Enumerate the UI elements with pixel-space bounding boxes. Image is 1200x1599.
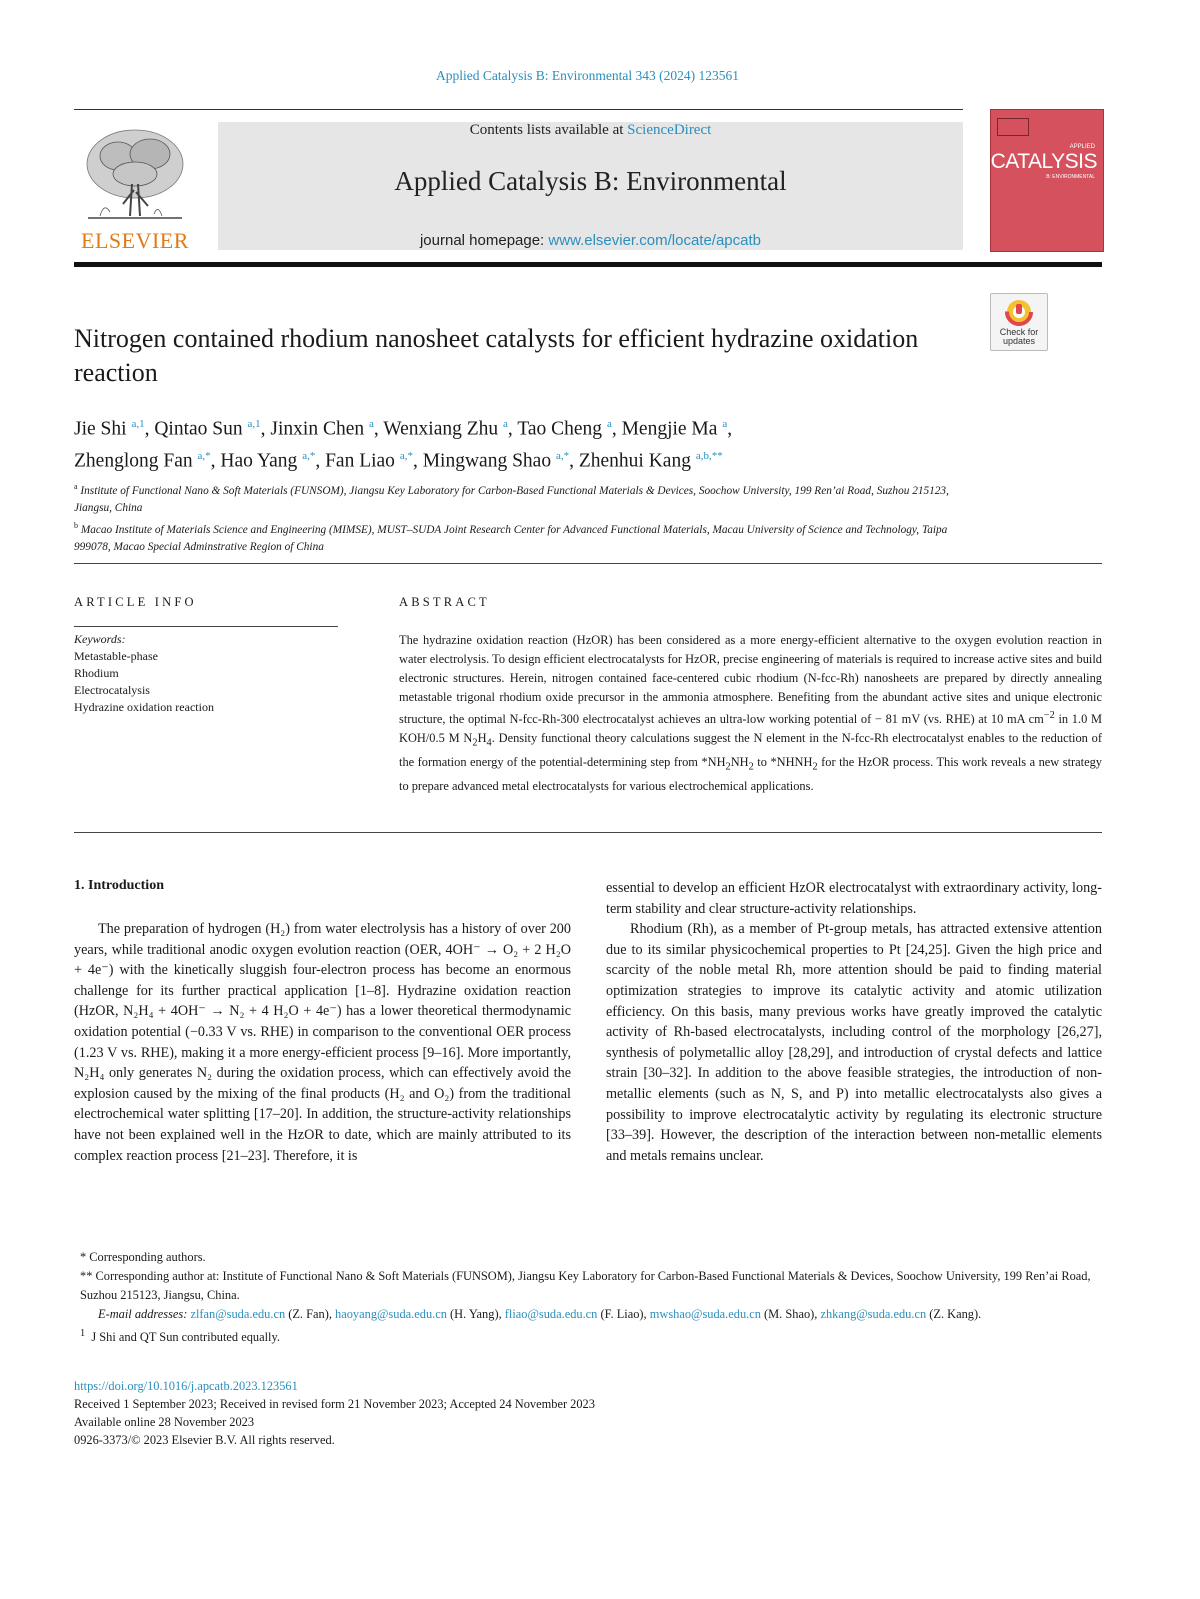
affiliations — [74, 478, 964, 556]
author-name[interactable]: Zhenglong Fan — [74, 450, 198, 471]
cover-title-text: CATALYSIS — [990, 150, 1097, 173]
author-affiliation-mark[interactable]: a — [722, 418, 728, 430]
abstract-exponent: −2 — [1043, 709, 1055, 721]
author-name[interactable]: Mingwang Shao — [422, 450, 556, 471]
homepage-line — [218, 232, 963, 249]
contents-prefix: Contents lists available at — [469, 122, 628, 138]
abstract-part: NH — [730, 755, 749, 770]
abstract-part: to *NHNH — [753, 755, 813, 770]
journal-name[interactable]: Applied Catalysis B: Environmental — [394, 166, 787, 196]
email-link[interactable]: zhkang@suda.edu.cn — [820, 1307, 927, 1321]
footnote-corresponding: * Corresponding authors. — [80, 1250, 206, 1264]
affiliation-item — [74, 478, 964, 517]
author-name[interactable]: Fan Liao — [325, 450, 400, 471]
author-affiliation-mark[interactable]: a — [368, 418, 374, 430]
article-title: Nitrogen contained rhodium nanosheet catalysts for efficient hydrazine oxidation reaction — [74, 324, 919, 387]
author-name[interactable]: Mengjie Ma — [621, 418, 723, 440]
author-affiliation-mark[interactable]: a,b,** — [695, 449, 723, 462]
author-name[interactable]: Hao Yang — [220, 450, 303, 471]
intro-paragraph-1: The preparation of hydrogen (H₂) from water electrolysis has a history of over 200 years, while traditional anodic oxygen evolution reaction (OER, 4OH⁻ → O₂ + 2 H₂O + 4e⁻) with the kinetically sluggish four-electron process has become an enormous challenge for its further practical application [1–8]. Hydrazine oxidation reaction (HzOR, N₂H₄ + 4OH⁻ → N₂ + 4 H₂O + 4e⁻) has a lower theoretical thermodynamic oxidation potential (−0.33 V vs. RHE) in comparison to the conventional OER process (1.23 V vs. RHE), making it a more energy-efficient process [9–16]. More importantly, N₂H₄ only generates N₂ during the oxidation process, which can effectively avoid the explosion caused by the mixing of the final products (H₂ and O₂) from the traditional electrochemical water splitting [17–20]. In addition, the structure-activity relationships have not been explained well in the HzOR to date, which are mainly attributed to its complex reaction process [21–23]. Therefore, it is — [74, 921, 571, 1164]
doi-link[interactable]: https://doi.org/10.1016/j.apcatb.2023.123561 — [74, 1379, 298, 1393]
keyword-item: Metastable-phase — [74, 649, 158, 663]
elsevier-tree-icon — [78, 124, 192, 224]
author-affiliation-mark[interactable]: a,* — [302, 449, 316, 462]
footnote-mark: 1 — [80, 1328, 86, 1339]
author-name[interactable]: Zhenhui Kang — [578, 450, 696, 471]
affiliation-text: Institute of Functional Nano & Soft Materials (FUNSOM), Jiangsu Key Laboratory for Carbon-Based Functional Materials & Devices, Soochow University, 199 Ren’ai Road, Suzhou 215123, Jiangsu, China — [74, 484, 949, 514]
homepage-prefix: journal homepage: — [419, 232, 549, 249]
journal-banner — [218, 122, 963, 250]
affiliation-text: Macao Institute of Materials Science and Engineering (MIMSE), MUST–SUDA Joint Research Center for Advanced Functional Materials, Macau University of Science and Technology, Taipa 999078, Macao Special Adminstrative Region of China — [74, 523, 948, 553]
elsevier-wordmark: ELSEVIER — [81, 228, 189, 253]
article-info-heading: ARTICLE INFO — [74, 595, 197, 609]
intro-paragraph-1-continued: essential to develop an efficient HzOR electrocatalyst with extraordinary activity, long-term stability and clear structure-activity relationships. — [606, 880, 1102, 917]
author-name[interactable]: Jie Shi — [74, 418, 132, 440]
section-heading-introduction: 1. Introduction — [74, 878, 164, 893]
email-owner: (M. Shao), — [760, 1307, 821, 1321]
footnote-corresponding-2: ** Corresponding author at: Institute of Functional Nano & Soft Materials (FUNSOM), Jiangsu Key Laboratory for Carbon-Based Functional Materials & Devices, Soochow University, 199 Ren’ai Road, Suzhou 215123, Jiangsu, China. — [80, 1269, 1091, 1302]
header-divider — [74, 109, 963, 110]
email-link[interactable]: mwshao@suda.edu.cn — [649, 1307, 761, 1321]
author-name[interactable]: Tao Cheng — [517, 418, 607, 440]
email-link[interactable]: zlfan@suda.edu.cn — [190, 1307, 286, 1321]
abstract-part: in 1.0 M KOH/0.5 M N — [399, 711, 1103, 745]
intro-paragraph-2: Rhodium (Rh), as a member of Pt-group metals, has attracted extensive attention due to its similar physicochemical properties to Pt [24,25]. Given the high price and scarcity of the noble metal Rh, more attention should be paid to finding material optimization strategies to improve its catalytic activity and atomic utilization efficiency. On this basis, many previous works have greatly improved the catalytic activity of Rh-based electrocatalysts, including control of the morphology [26,27], synthesis of polymetallic alloy [28,29], and introduction of crystal defects and lattice strain [30–32]. In addition to the above feasible strategies, the introduction of non-metallic elements (such as N, S, and P) into metallic electrocatalysts also gives a possibility to improve electrocatalytic activity by regulating its electronic structure [33–39]. However, the description of the interaction between non-metallic elements and metals remains unclear. — [606, 921, 1102, 1164]
abstract-part: The hydrazine oxidation reaction (HzOR) has been considered as a more energy-efficient alternative to the oxygen evolution reaction in water electrolysis. To design efficient electrocatalysts for HzOR, precise engineering of materials is required to increase active sites and build electronic structures. Herein, nitrogen contained face-centered cubic rhodium (N-fcc-Rh) nanosheets are prepared by directly annealing metastable trigonal rhodium oxide precursor in the ammonia atmosphere. Benefiting from the abundant active sites and unique electronic structure, the optimal N-fcc-Rh-300 electrocatalyst achieves an ultra-low working potential of − 81 mV (vs. RHE) at 10 mA cm — [399, 633, 1102, 726]
article-info-divider — [74, 626, 338, 627]
keywords-label: Keywords: — [74, 632, 126, 646]
abstract-divider — [74, 832, 1102, 833]
check-for-updates-button[interactable] — [990, 293, 1048, 351]
author-list: Jie Shi $^{a,1}$, Qintao Sun $^{a,1}$, Jinxin Chen $^a$, Wenxiang Zhu $^a$, Tao Cheng $^a$, Mengjie Ma $^a$, Zhenglong Fan $^{a,*}$, Hao Yang $^{a,*}$, Fan Liao $^{a,*}$, Mingwang Shao $^{a,*}$, Zhenhui Kang $^{a,b,**}$ — [74, 418, 733, 471]
email-link[interactable]: haoyang@suda.edu.cn — [335, 1307, 447, 1321]
author-name[interactable]: Jinxin Chen — [270, 418, 369, 440]
sciencedirect-link[interactable]: ScienceDirect — [627, 122, 712, 138]
abstract-part: Density functional theory calculations suggest the N element in the N-fcc-Rh electrocatalyst enables to the reduction of the formation energy of the potential-determining step from *NH — [399, 730, 1102, 770]
keyword-item: Rhodium — [74, 666, 119, 680]
abstract-part: for the HzOR process. This work reveals a new strategy to prepare advanced metal electrocatalysts for various electrochemical applications. — [399, 755, 1102, 794]
cover-subtitle-text: B: ENVIRONMENTAL — [1046, 174, 1095, 180]
journal-reference-link[interactable]: Applied Catalysis B: Environmental 343 (2024) 123561 — [436, 68, 739, 83]
abstract-heading: ABSTRACT — [399, 595, 490, 609]
abstract-text: The hydrazine oxidation reaction (HzOR) has been considered as a more energy-efficient alternative to the oxygen evolution reaction in water electrolysis. To design efficient electrocatalysts for HzOR, precise engineering of materials is required to increase active sites and build electronic structures. Herein, nitrogen contained face-centered cubic rhodium (N-fcc-Rh) nanosheets are prepared by directly annealing metastable trigonal rhodium oxide precursor in the ammonia atmosphere. Benefiting from the abundant active sites and unique electronic structure, the optimal N-fcc-Rh-300 electrocatalyst achieves an ultra-low working potential of − 81 mV (vs. RHE) at 10 mA $cm^{-2}$ in 1.0 M KOH/0.5 M $N_2H_4$. Density functional theory calculations suggest the N element in the N-fcc-Rh electrocatalyst enables to the reduction of the formation energy of the potential-determining step from $*NH_2NH_2$ to $*NHNH_2$ for the HzOR process. This work reveals a new strategy to prepare advanced metal electrocatalysts for various electrochemical applications. — [399, 633, 1103, 794]
body-column-right — [606, 878, 1102, 1166]
author-affiliation-mark[interactable]: a — [606, 418, 612, 430]
footnote-equal-text: J Shi and QT Sun contributed equally. — [91, 1330, 280, 1345]
check-updates-icon — [1005, 298, 1033, 326]
copyright: 0926-3373/© 2023 Elsevier B.V. All rights reserved. — [74, 1433, 335, 1447]
email-link[interactable]: fliao@suda.edu.cn — [504, 1307, 598, 1321]
received-dates: Received 1 September 2023; Received in revised form 21 November 2023; Accepted 24 November 2023 — [74, 1397, 595, 1411]
body-column-left — [74, 919, 571, 1166]
footnote-equal-contribution — [74, 1324, 1102, 1347]
keyword-item: Hydrazine oxidation reaction — [74, 700, 214, 714]
affiliation-item — [74, 517, 964, 556]
publication-info — [74, 1377, 974, 1449]
author-affiliation-mark[interactable]: a,* — [555, 449, 570, 462]
email-owner: (Z. Kang). — [926, 1307, 982, 1321]
available-online: Available online 28 November 2023 — [74, 1415, 255, 1429]
contents-line — [218, 122, 963, 139]
author-affiliation-mark[interactable]: a — [503, 418, 508, 430]
author-name[interactable]: Qintao Sun — [154, 418, 248, 440]
email-label: E-mail addresses: — [98, 1307, 191, 1321]
author-affiliation-mark[interactable]: a,* — [197, 449, 211, 462]
title-divider — [74, 563, 1102, 564]
header-thick-divider — [74, 262, 1102, 267]
author-affiliation-mark[interactable]: a,1 — [131, 418, 145, 430]
check-for-updates-label: Check for updates — [999, 327, 1039, 346]
homepage-link[interactable]: www.elsevier.com/locate/apcatb — [548, 232, 762, 249]
footnote-emails — [74, 1305, 1102, 1324]
author-affiliation-mark[interactable]: a,1 — [247, 418, 261, 430]
cover-applied-text: APPLIED — [1069, 144, 1095, 150]
keyword-item: Electrocatalysis — [74, 683, 150, 697]
affiliation-mark: b — [74, 520, 78, 530]
elsevier-logo[interactable] — [74, 120, 196, 254]
email-owner: (F. Liao), — [597, 1307, 650, 1321]
email-owner: (Z. Fan), — [285, 1307, 336, 1321]
author-name[interactable]: Wenxiang Zhu — [383, 418, 504, 440]
affiliation-mark: a — [74, 482, 78, 491]
email-owner: (H. Yang), — [446, 1307, 505, 1321]
footnotes — [74, 1248, 1102, 1347]
keywords-block — [74, 631, 344, 716]
cover-inset-box — [997, 118, 1029, 136]
journal-cover-thumbnail[interactable] — [990, 109, 1104, 252]
author-affiliation-mark[interactable]: a,* — [399, 449, 413, 462]
